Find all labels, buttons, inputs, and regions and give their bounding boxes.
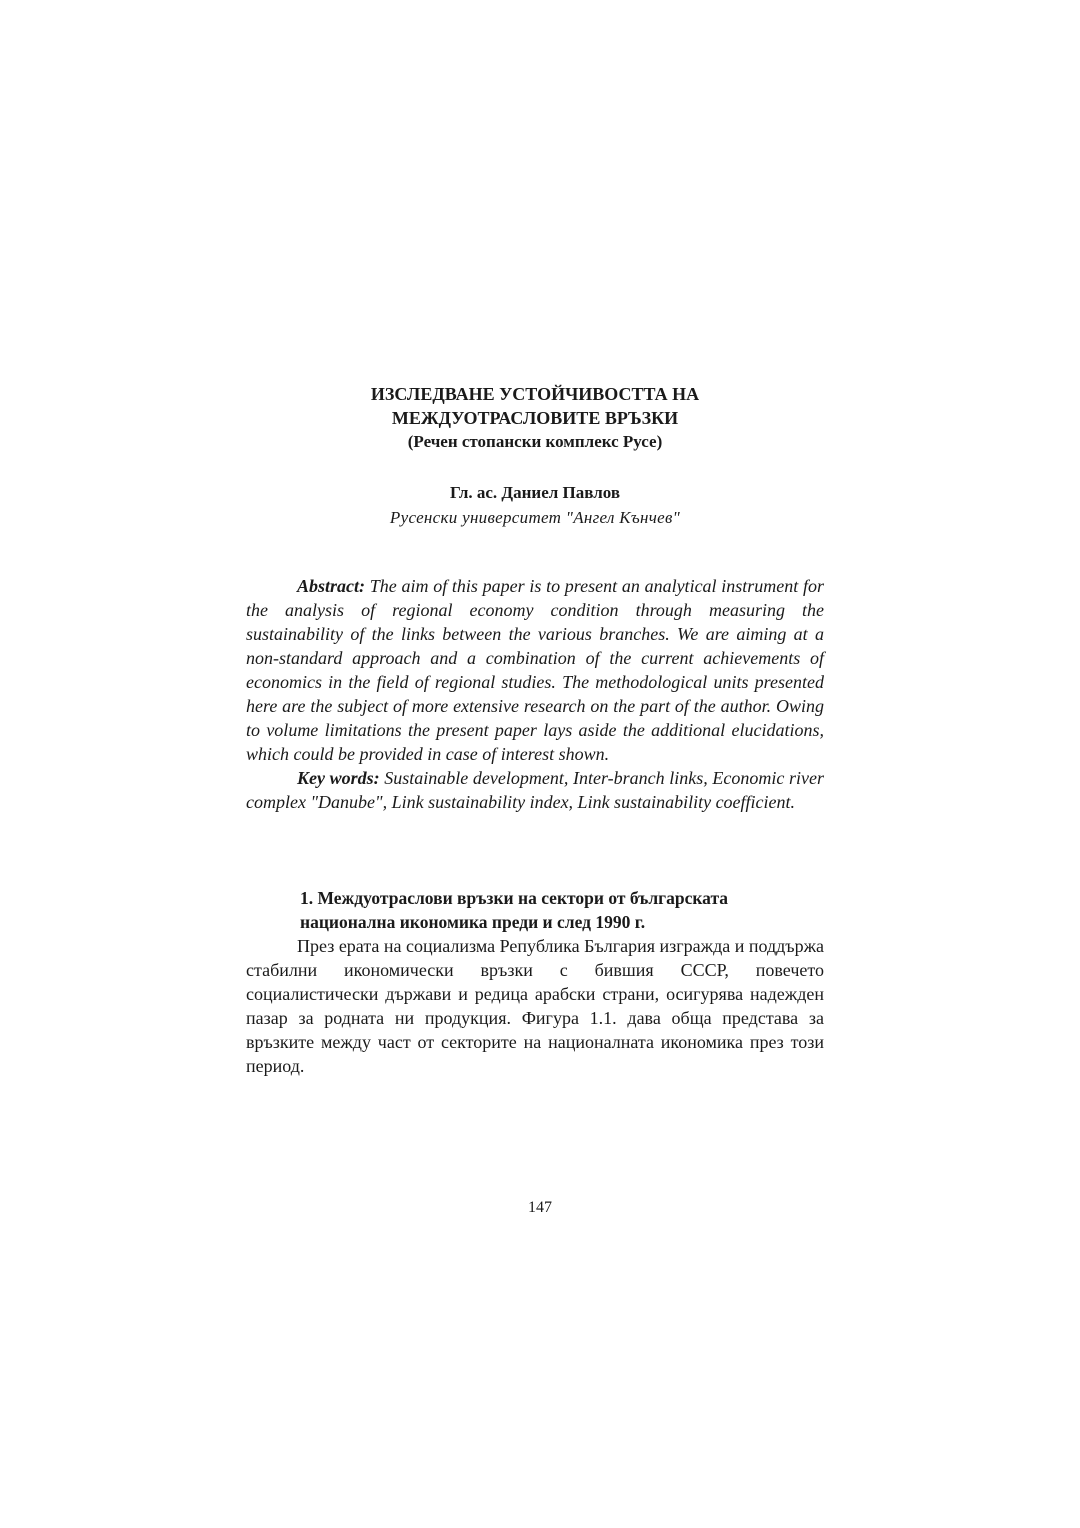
title-line-2: МЕЖДУОТРАСЛОВИТЕ ВРЪЗКИ xyxy=(391,408,679,428)
page-number: 147 xyxy=(528,1199,552,1216)
keywords-paragraph xyxy=(246,766,824,814)
title-line-1: ИЗСЛЕДВАНЕ УСТОЙЧИВОСТТА НА xyxy=(370,384,700,404)
paper-title xyxy=(246,382,824,454)
keywords-text: Sustainable development, Inter-branch links, Economic river complex "Danube", Link sustainability index, Link sustainability coefficient. xyxy=(246,768,825,812)
section-heading-line-1: 1. Междуотраслови връзки на сектори от българската xyxy=(300,888,729,908)
abstract-paragraph xyxy=(246,574,824,766)
author-info xyxy=(246,480,824,530)
abstract-section xyxy=(246,574,824,814)
abstract-text: The aim of this paper is to present an analytical instrument for the analysis of regional economy condition through measuring the sustainability of the links between the various branches. We are aiming at a non-standard approach and a combination of the current achievements of economics in the field of regional studies. The methodological units presented here are the subject of more extensive research on the part of the author. Owing to volume limitations the present paper lays aside the additional elucidations, which could be provided in case of interest shown. xyxy=(246,576,825,764)
section-heading-line-2: национална икономика преди и след 1990 г. xyxy=(300,912,646,932)
author-name: Гл. ас. Даниел Павлов xyxy=(449,483,621,502)
paper-subtitle: (Речен стопански комплекс Русе) xyxy=(407,432,663,451)
author-affiliation: Русенски университет "Ангел Кънчев" xyxy=(389,508,681,527)
section-body-paragraph: През ерата на социализма Република България изгражда и поддържа стабилни икономически връзки с бившия СССР, повечето социалистически държави и редица арабски страни, осигурява надежден пазар за родната ни продукция. Фигура 1.1. дава обща представа за връзките между част от секторите на националната икономика през този период. xyxy=(246,936,825,1076)
keywords-label: Key words: xyxy=(297,768,380,788)
section-heading xyxy=(246,886,824,934)
section-1 xyxy=(246,886,824,1078)
abstract-label: Abstract: xyxy=(297,576,366,596)
